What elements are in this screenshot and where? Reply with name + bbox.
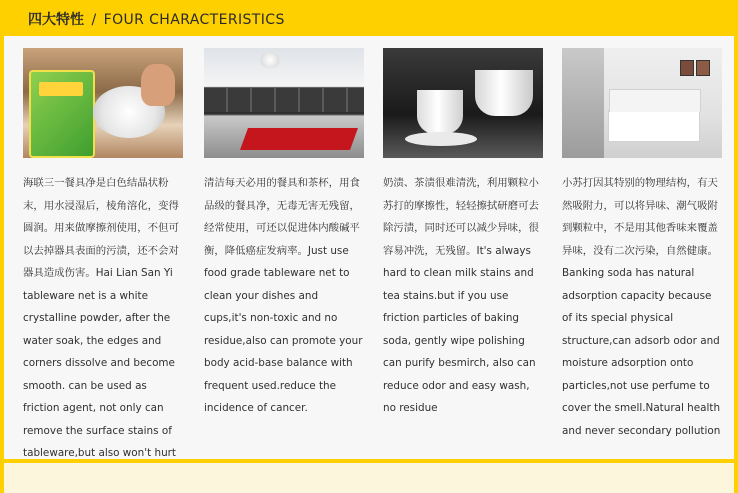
picture-frame-icon (696, 60, 710, 76)
characteristics-grid (4, 36, 734, 459)
wardrobe-icon (562, 48, 604, 158)
picture-frame-icon (680, 60, 694, 76)
bed-icon (608, 110, 700, 142)
saucer-icon (405, 132, 477, 146)
characteristic-card-3 (383, 48, 543, 420)
characteristic-card-2 (204, 48, 364, 420)
dishwashing-product-photo (23, 48, 183, 158)
pendant-light-icon (259, 52, 281, 68)
kitchen-dining-photo (204, 48, 364, 158)
title-english: FOUR CHARACTERISTICS (103, 12, 285, 28)
kitchen-cabinet-icon (204, 88, 364, 112)
title-separator: / (91, 12, 97, 28)
dining-table-icon (240, 128, 358, 150)
tea-cups-photo (383, 48, 543, 158)
title-chinese: 四大特性 (28, 12, 84, 28)
bowl-icon (475, 70, 533, 116)
characteristic-text-2: 清洁每天必用的餐具和茶杯，用食品级的餐具净，无毒无害无残留，经常使用，可还以促进体内酸碱平衡，降低癌症发病率。Just use food grade tableware net to clean your dishes and cups,it's non-toxic and no residue,also can promote your body acid-base balance with frequent used.reduce the incidence of cancer. (204, 177, 363, 414)
teacup-icon (417, 90, 463, 134)
characteristic-card-4 (562, 48, 722, 442)
bedroom-photo (562, 48, 722, 158)
characteristic-text-3: 奶渍、茶渍很难清洗，利用颗粒小苏打的摩擦性，轻轻擦拭研磨可去除污渍，同时还可以减少异味，很容易冲洗，无残留。It's always hard to clean milk stains and tea stains.but if you use friction particles of baking soda, gently wipe polishing can purify besmirch, also can reduce odor and easy wash, no residue (383, 177, 539, 414)
product-bag-icon (29, 70, 95, 158)
characteristic-card-1 (23, 48, 183, 487)
section-header (4, 0, 734, 36)
characteristic-text-4: 小苏打因其特别的物理结构，有天然吸附力，可以将异味、潮气吸附到颗粒中，不是用其他香味来覆盖异味，没有二次污染，自然健康。Banking soda has natural adsorption capacity because of its special physical structure,can adsorb odor and moisture adsorption onto particles,not use perfume to cover the smell.Natural health and never secondary pollution (562, 177, 721, 437)
section-title (28, 9, 285, 29)
characteristic-text-1: 海联三一餐具净是白色结晶状粉末，用水浸湿后，棱角溶化，变得圆润。用来做摩擦剂使用，不但可以去掉器具表面的污渍，还不会对器具造成伤害。Hai Lian San Yi tableware net is a white crystalline powder, after the water soak, the edges and corners dissolve and become smooth. can be used as friction agent, not only can remove the surface stains of tableware,but also won't hurt (23, 177, 179, 459)
footer-band (4, 459, 734, 493)
hand-icon (141, 64, 175, 106)
